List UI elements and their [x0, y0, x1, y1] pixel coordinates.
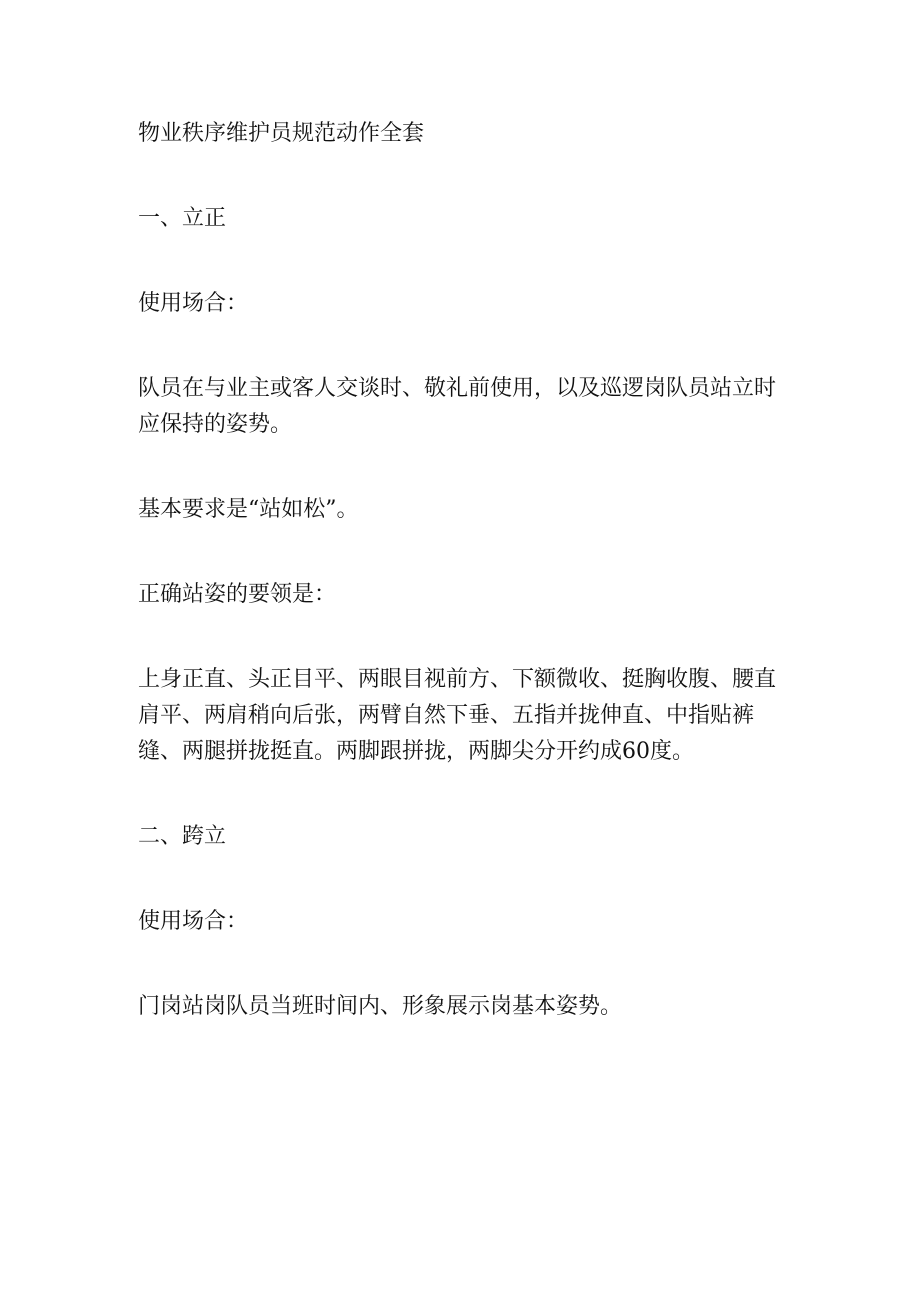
usage-description: 队员在与业主或客人交谈时、敬礼前使用，以及巡逻岗队员站立时应保持的姿势。 — [138, 376, 777, 437]
usage-label: 使用场合： — [138, 291, 249, 316]
basic-requirement: 基本要求是“站如松”。 — [138, 497, 359, 522]
document-body — [138, 116, 788, 1025]
document-title: 物业秩序维护员规范动作全套 — [138, 121, 425, 146]
posture-description: 上身正直、头正目平、两眼目视前方、下额微收、挺胸收腹、腰直肩平、两肩稍向后张，两臂自然下垂、五指并拢伸直、中指贴裤缝、两腿拼拢挺直。两脚跟拼拢，两脚尖分开约成60度。 — [138, 667, 777, 764]
usage-description-2: 门岗站岗队员当班时间内、形象展示岗基本姿势。 — [138, 994, 623, 1019]
usage-label-2: 使用场合： — [138, 909, 249, 934]
section-heading-at-ease: 二、跨立 — [138, 824, 227, 849]
section-heading-standing: 一、立正 — [138, 206, 227, 231]
posture-key-label: 正确站姿的要领是： — [138, 582, 337, 607]
